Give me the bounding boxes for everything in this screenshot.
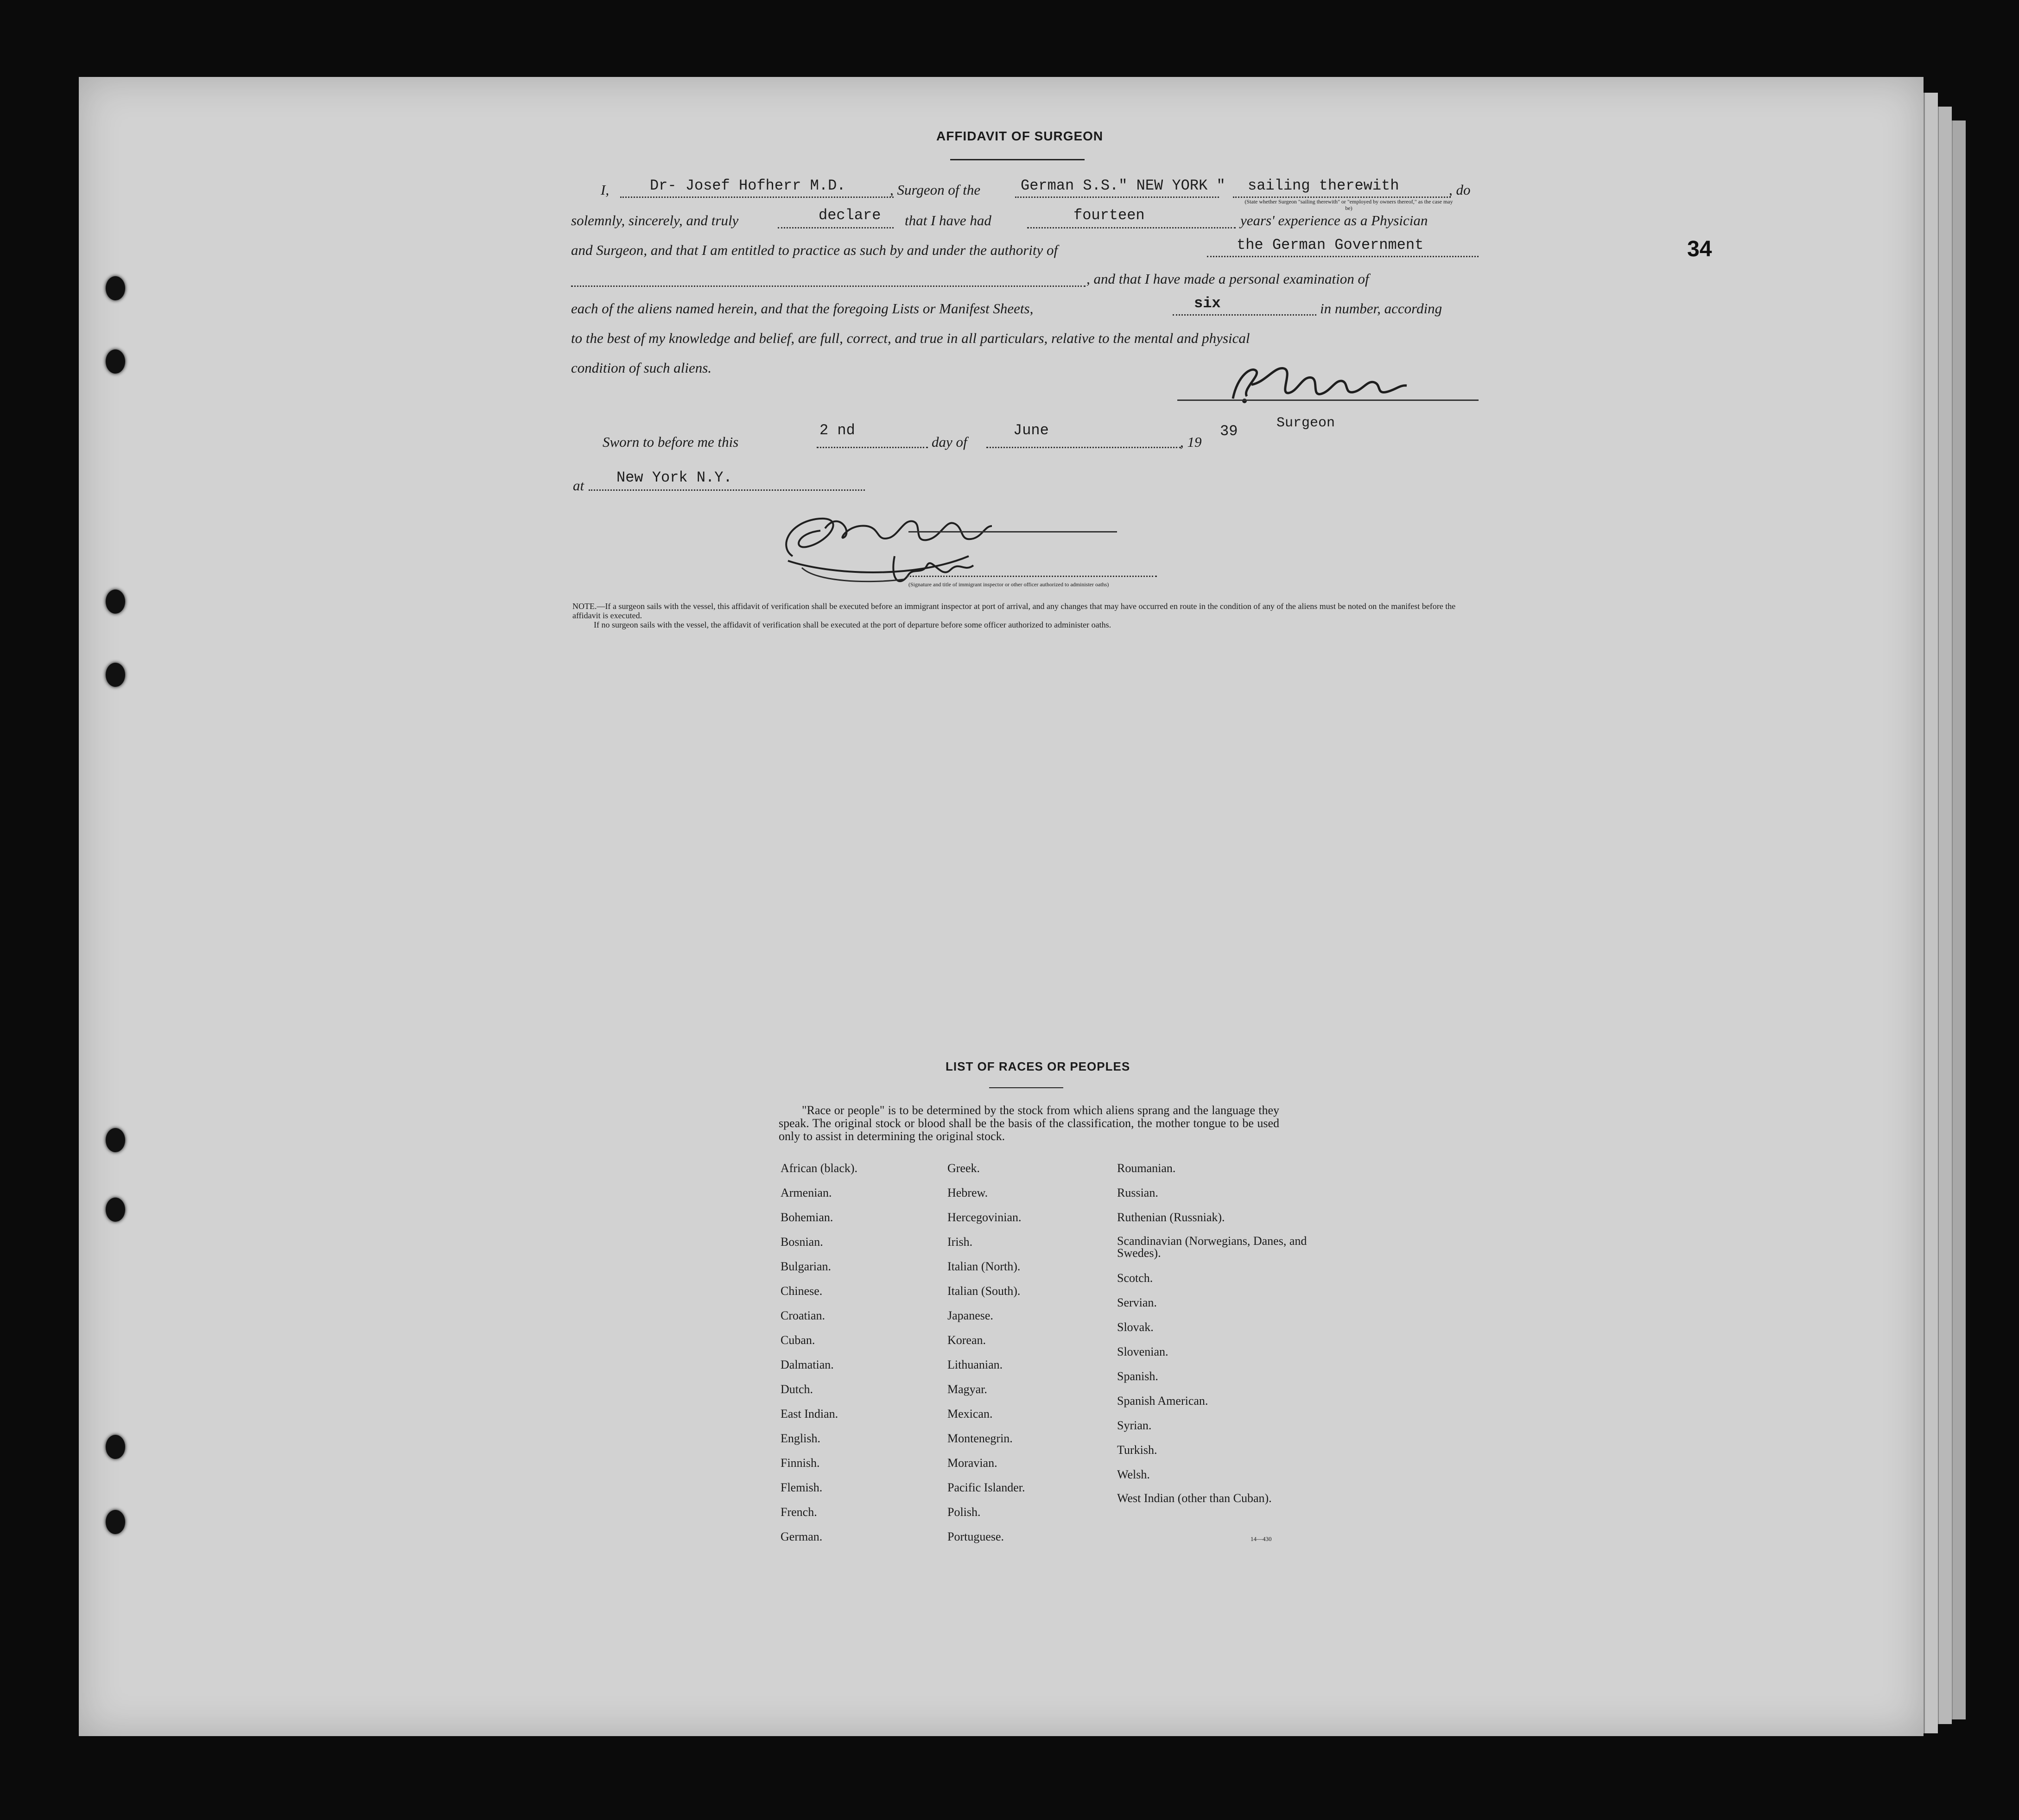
binder-hole (106, 1198, 125, 1222)
races-column-1 (781, 1161, 857, 1554)
label-in-number: in number, according (1320, 300, 1442, 317)
race-item: Dutch. (781, 1382, 813, 1396)
races-title-rule (989, 1087, 1063, 1088)
race-item: Lithuanian. (947, 1358, 1003, 1371)
race-item: Roumanian. (1117, 1161, 1176, 1175)
race-item: Turkish. (1117, 1443, 1157, 1457)
race-item: Irish. (947, 1235, 973, 1249)
race-item: East Indian. (781, 1407, 838, 1420)
page-stack-edge (1924, 93, 1938, 1733)
page-number: 34 (1687, 237, 1712, 261)
surgeon-label: Surgeon (1276, 415, 1335, 431)
race-item: Flemish. (781, 1481, 823, 1494)
years-value: fourteen (1073, 207, 1145, 224)
binder-hole (106, 1435, 125, 1459)
race-item: English. (781, 1432, 820, 1445)
race-item: Chinese. (781, 1284, 823, 1298)
binder-hole (106, 1128, 125, 1152)
race-item: African (black). (781, 1161, 858, 1175)
race-item: Welsh. (1117, 1468, 1150, 1481)
race-item: Hebrew. (947, 1186, 988, 1199)
race-item: Spanish. (1117, 1370, 1158, 1383)
race-item: French. (781, 1505, 817, 1519)
binder-hole (106, 590, 125, 614)
race-item: Ruthenian (Russniak). (1117, 1211, 1225, 1224)
surgeon-name-field (620, 197, 894, 198)
label-and-surgeon: and Surgeon, and that I am entitled to practice as such by and under the authority of (571, 242, 1058, 258)
binder-hole (106, 1510, 125, 1534)
race-item: Japanese. (947, 1309, 993, 1322)
race-item: Syrian. (1117, 1419, 1152, 1432)
binder-hole (106, 663, 125, 687)
race-item: Bosnian. (781, 1235, 823, 1249)
race-item: Portuguese. (947, 1530, 1004, 1543)
race-item: Italian (North). (947, 1260, 1021, 1273)
race-item: Mexican. (947, 1407, 993, 1420)
race-item: Finnish. (781, 1456, 820, 1470)
race-item: Bulgarian. (781, 1260, 832, 1273)
label-i: I, (601, 182, 610, 198)
race-item: West Indian (other than Cuban). (1117, 1491, 1272, 1505)
inspector-title-note: (Signature and title of immigrant inspector or other officer authorized to administer oaths) (908, 581, 1109, 588)
inspector-signature-line (907, 576, 1157, 577)
race-item: Slovak. (1117, 1320, 1154, 1334)
inspector-signature (774, 505, 1034, 593)
race-item: Montenegrin. (947, 1432, 1013, 1445)
label-have-had: that I have had (905, 212, 991, 228)
sailing-status-field (1233, 197, 1451, 198)
label-surgeon-of: , Surgeon of the (890, 182, 981, 198)
race-item: Pacific Islander. (947, 1481, 1025, 1494)
sailing-status: sailing therewith (1248, 177, 1399, 194)
years-field (1027, 227, 1236, 228)
label-19: , 19 (1180, 434, 1202, 450)
label-each-alien: each of the aliens named herein, and that the foregoing Lists or Manifest Sheets, (571, 300, 1034, 317)
sailing-status-note: (State whether Surgeon "sailing therewith" or "employed by owners thereof," as the case may be) (1244, 198, 1453, 211)
race-item: Italian (South). (947, 1284, 1021, 1298)
sworn-month: June (1013, 422, 1049, 439)
label-do: , do (1449, 182, 1471, 198)
label-sworn: Sworn to before me this (603, 434, 739, 450)
race-item: Croatian. (781, 1309, 825, 1322)
race-item: German. (781, 1530, 823, 1543)
authority-field (1207, 256, 1479, 257)
surgeon-name: Dr- Josef Hofherr M.D. (650, 177, 846, 194)
race-item: Moravian. (947, 1456, 997, 1470)
label-best-knowledge: to the best of my knowledge and belief, are full, correct, and true in all particulars, relative to the mental and physical (571, 330, 1250, 346)
binder-hole (106, 349, 125, 374)
place-field (589, 489, 865, 491)
sheets-value: six (1194, 295, 1221, 312)
surgeon-signature-line (1177, 400, 1479, 401)
affidavit-note (572, 602, 1476, 629)
race-item: Magyar. (947, 1382, 987, 1396)
note-paragraph-2: If no surgeon sails with the vessel, the affidavit of verification shall be executed at the port of departure before some officer authorized to administer oaths. (594, 620, 1111, 629)
race-item: Slovenian. (1117, 1345, 1168, 1358)
ship-field (1015, 197, 1219, 198)
race-item: Cuban. (781, 1333, 815, 1347)
races-column-2 (947, 1161, 1025, 1554)
label-solemnly: solemnly, sincerely, and truly (571, 212, 739, 228)
binder-hole (106, 276, 125, 300)
race-item: Dalmatian. (781, 1358, 834, 1371)
day-field (817, 447, 928, 448)
ship-name: German S.S." NEW YORK " (1021, 177, 1225, 194)
declare-word: declare (819, 207, 881, 224)
page-stack-edge (1937, 107, 1952, 1724)
races-column-3 (1117, 1161, 1312, 1528)
sheets-field (1173, 314, 1316, 316)
label-day-of: day of (932, 434, 967, 450)
race-item: Russian. (1117, 1186, 1158, 1199)
race-item: Scandinavian (Norwegians, Danes, and Swedes). (1117, 1234, 1307, 1260)
form-code: 14—430 (1251, 1535, 1272, 1542)
label-personal-exam: , and that I have made a personal examination of (1086, 271, 1369, 287)
title-rule (950, 159, 1085, 160)
races-title: LIST OF RACES OR PEOPLES (946, 1059, 1130, 1073)
note-paragraph-1: NOTE.—If a surgeon sails with the vessel, this affidavit of verification shall be executed before an immigrant inspector at port of arrival, and any changes that may have occurred en route in the condition of any of the aliens must be noted on the manifest before the affidavit is executed. (572, 602, 1456, 620)
races-intro: "Race or people" is to be determined by the stock from which aliens sprang and the language they speak. The original stock or blood shall be the basis of the classification, the mother tongue to be used only to assist in determining the original stock. (779, 1103, 1279, 1143)
sworn-place: New York N.Y. (616, 469, 732, 486)
affidavit-title: AFFIDAVIT OF SURGEON (936, 129, 1104, 143)
sworn-year: 39 (1220, 423, 1238, 440)
authority-continued-field (571, 285, 1086, 287)
race-item: Polish. (947, 1505, 981, 1519)
label-at: at (573, 477, 584, 494)
race-item: Armenian. (781, 1186, 832, 1199)
race-item: Bohemian. (781, 1211, 833, 1224)
race-item: Greek. (947, 1161, 980, 1175)
declare-field (778, 227, 894, 228)
page-stack-edge (1951, 120, 1966, 1719)
label-years-experience: years' experience as a Physician (1240, 212, 1428, 228)
inspector-signature-line-upper (908, 531, 1117, 533)
label-condition: condition of such aliens. (571, 360, 712, 376)
month-field (986, 447, 1181, 448)
race-item: Spanish American. (1117, 1394, 1208, 1408)
authority-value: the German Government (1237, 236, 1424, 254)
race-item: Scotch. (1117, 1271, 1153, 1285)
race-item: Korean. (947, 1333, 986, 1347)
sworn-day: 2 nd (819, 422, 855, 439)
race-item: Hercegovinian. (947, 1211, 1022, 1224)
race-item: Servian. (1117, 1296, 1157, 1309)
